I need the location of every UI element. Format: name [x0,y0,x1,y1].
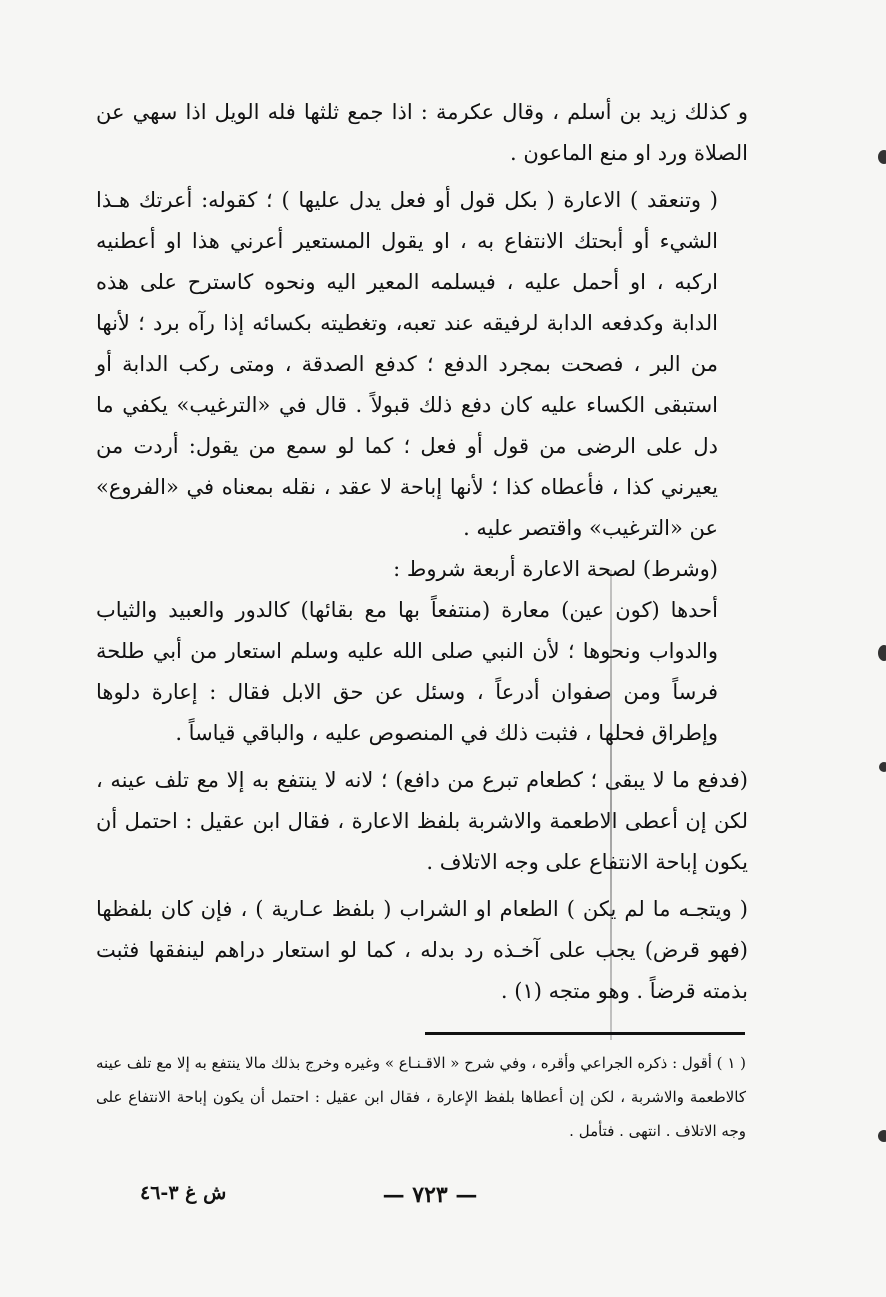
paragraph: ( وتنعقد ) الاعارة ( بكل قول أو فعل يدل عليها ) ؛ كقوله: أعرتك هـذا الشيء أو أبحتك الانتفاع به ، او يقول المستعير أعرني هذا او أعطنيه اركبه ، او أحمل عليه ، فيسلمه المعير اليه ونحوه كاسترح على هذه الدابة وكدفعه الدابة لرفيقه عند تعبه، وتغطيته بكسائه إذا رآه برد ؛ لأنها من البر ، فصحت بمجرد الدفع ؛ كدفع الصدقة ، ومتى ركب الدابة أو استبقى الكساء عليه كان دفع ذلك قبولاً . قال في «الترغيب» يكفي ما دل على الرضى من قول أو فعل ؛ كما لو سمع من يقول: أردت من يعيرني كذا ، فأعطاه كذا ؛ لأنها إباحة لا عقد ، نقله بمعناه في «الفروع» عن «الترغيب» واقتصر عليه . [96,188,718,540]
footnote-divider [425,1032,745,1035]
main-text [96,92,748,1012]
paragraph: و كذلك زيد بن أسلم ، وقال عكرمة : اذا جمع ثلثها فله الويل اذا سهي عن الصلاة ورد او منع الماعون . [96,100,748,165]
paragraph: (فدفع ما لا يبقى ؛ كطعام تبرع من دافع) ؛ لانه لا ينتفع به إلا مع تلف عينه ، لكن إن أعطى الاطعمة والاشربة بلفظ الاعارة ، فقال ابن عقيل : احتمل أن يكون إباحة الانتفاع على وجه الاتلاف . [96,768,748,874]
page-number: — ٧٢٣ — [382,1182,478,1208]
paragraph: (وشرط) لصحة الاعارة أربعة شروط : [393,557,718,581]
print-code: ش غ ٣-٤٦ [140,1182,227,1204]
paragraph: أحدها (كون عين) معارة (منتفعاً بها مع بقائها) كالدور والعبيد والثياب والدواب ونحوها ؛ لأن النبي صلى الله عليه وسلم استعار من أبي طلحة فرساً ومن صفوان أدرعاً ، وسئل عن حق الابل فقال : إعارة دلوها وإطراق فحلها ، فثبت ذلك في المنصوص عليه ، والباقي قياساً . [96,598,718,745]
paragraph: ( ويتجـه ما لم يكن ) الطعام او الشراب ( بلفظ عـارية ) ، فإن كان بلفظها (فهو قرض) يجب على آخـذه رد بدله ، كما لو استعار دراهم لينفقها فثبت بذمته قرضاً . وهو متجه (١) . [96,897,748,1003]
scan-mark [879,762,886,772]
footnote-text: ( ١ ) أقول : ذكره الجراعي وأقره ، وفي شرح « الاقـنـاع » وغيره وخرج بذلك مالا ينتفع به إلا مع تلف عينه كالاطعمة والاشربة ، لكن إن أعطاها بلفظ الإعارة ، فقال ابن عقيل : احتمل أن يكون إباحة الانتفاع على وجه الاتلاف . انتهى . فتأمل . [96,1054,746,1140]
scan-mark [878,1130,886,1142]
footnote [96,1046,746,1148]
scan-mark [878,150,886,164]
scan-mark [878,645,886,661]
